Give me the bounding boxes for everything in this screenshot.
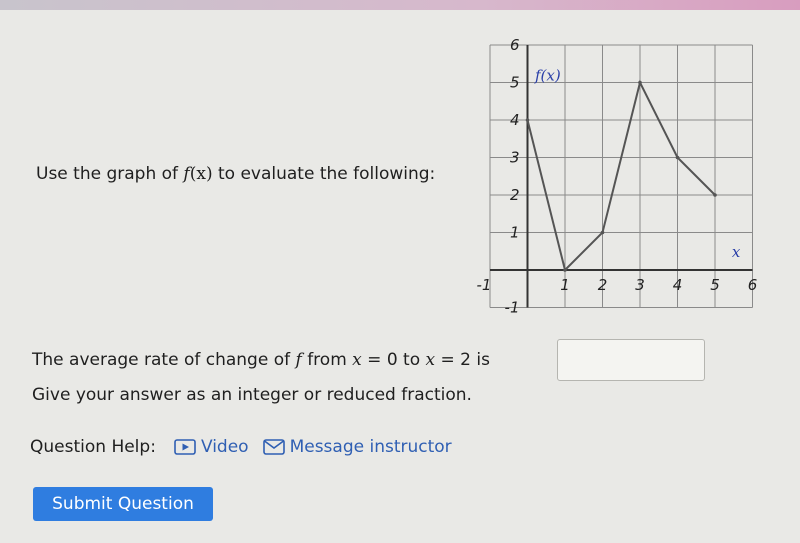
x-tick-label: 3 xyxy=(635,276,645,294)
data-point xyxy=(676,156,680,160)
question-p4: = 2 is xyxy=(435,350,490,370)
prompt-arg: (x) xyxy=(189,164,213,184)
y-tick-label: 4 xyxy=(509,111,520,129)
message-instructor-link[interactable] xyxy=(263,437,452,457)
y-tick-label: 5 xyxy=(509,73,520,92)
question-help-row xyxy=(30,437,452,457)
question-x1: x xyxy=(352,350,362,370)
x-tick-label: 4 xyxy=(672,276,683,294)
question-p1: The average rate of change of xyxy=(32,350,296,370)
y-tick-label: 1 xyxy=(509,223,520,242)
graph-svg xyxy=(470,30,770,330)
prompt-suffix: to evaluate the following: xyxy=(212,164,436,184)
answer-instruction: Give your answer as an integer or reduced fraction. xyxy=(32,385,472,405)
video-link-label: Video xyxy=(200,437,249,457)
y-tick-label: 3 xyxy=(509,148,520,167)
video-icon xyxy=(174,439,196,455)
question-p2: from xyxy=(301,350,353,370)
x-tick-label: 1 xyxy=(560,276,570,294)
question-f: f xyxy=(295,350,302,370)
answer-input[interactable] xyxy=(557,339,705,381)
question-text xyxy=(32,350,490,370)
x-tick-label: 5 xyxy=(710,276,720,294)
y-tick-label: -1 xyxy=(504,298,520,317)
y-tick-label: 6 xyxy=(509,36,520,54)
data-point xyxy=(713,193,717,197)
x-tick-label: -1 xyxy=(476,276,492,294)
question-p3: = 0 to xyxy=(361,350,426,370)
data-point xyxy=(638,81,642,85)
submit-question-button[interactable]: Submit Question xyxy=(33,487,213,521)
question-help-label: Question Help: xyxy=(30,437,156,457)
function-label: f(x) xyxy=(535,66,561,85)
x-tick-label: 2 xyxy=(597,276,608,294)
question-x2: x xyxy=(425,350,436,370)
top-bar xyxy=(0,0,800,10)
message-instructor-label: Message instructor xyxy=(289,437,452,457)
data-point xyxy=(601,231,605,235)
envelope-icon xyxy=(263,439,285,455)
x-tick-label: 6 xyxy=(747,276,758,294)
y-tick-label: 2 xyxy=(509,186,520,204)
prompt-func: f xyxy=(183,164,190,184)
data-point xyxy=(526,118,530,122)
prompt-prefix: Use the graph of xyxy=(36,164,184,184)
x-axis-label: x xyxy=(731,242,741,261)
series-line xyxy=(528,83,716,271)
data-point xyxy=(563,268,567,272)
prompt-text xyxy=(36,164,435,184)
function-graph xyxy=(470,30,770,330)
video-link[interactable] xyxy=(174,437,249,457)
